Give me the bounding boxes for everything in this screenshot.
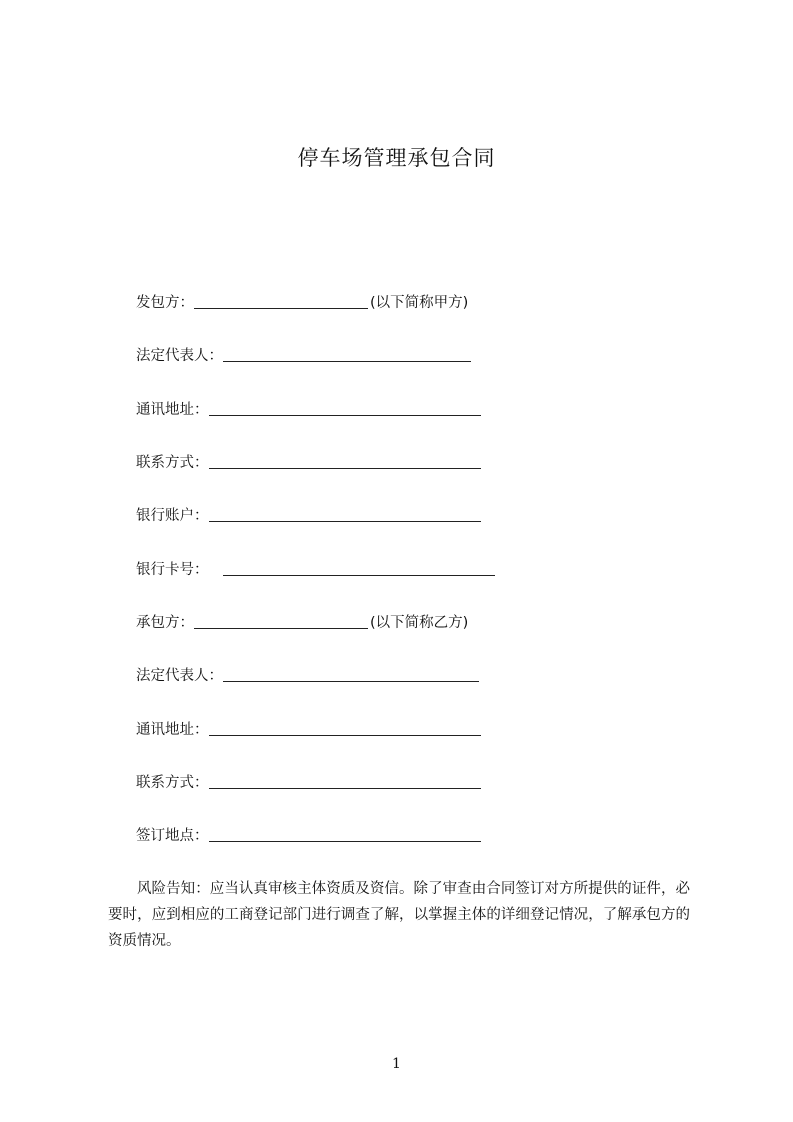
blank-line[interactable] xyxy=(209,825,481,842)
field-label: 法定代表人： xyxy=(136,348,223,364)
field-row-legal-rep-a xyxy=(136,345,471,365)
field-label: 通讯地址： xyxy=(136,402,209,418)
field-row-legal-rep-b xyxy=(136,665,479,685)
blank-line[interactable] xyxy=(194,292,368,309)
field-row-bank-account xyxy=(136,505,481,525)
blank-line[interactable] xyxy=(209,505,481,522)
field-row-address-a xyxy=(136,399,481,419)
blank-line[interactable] xyxy=(223,559,495,576)
field-suffix: (以下简称甲方) xyxy=(370,295,469,311)
field-label: 承包方： xyxy=(136,615,194,631)
blank-line[interactable] xyxy=(223,665,479,682)
blank-line[interactable] xyxy=(209,399,481,416)
field-label: 银行卡号： xyxy=(136,562,209,578)
field-suffix: (以下简称乙方) xyxy=(370,615,469,631)
blank-line[interactable] xyxy=(209,452,481,469)
risk-notice: 风险告知：应当认真审核主体资质及资信。除了审查由合同签订对方所提供的证件，必要时，应到相应的工商登记部门进行调查了解，以掌握主体的详细登记情况，了解承包方的资质情况。 xyxy=(108,881,690,949)
field-label: 联系方式： xyxy=(136,775,209,791)
blank-line[interactable] xyxy=(209,719,481,736)
page-title: 停车场管理承包合同 xyxy=(297,146,496,170)
field-row-contractor xyxy=(136,612,468,632)
page-number: 1 xyxy=(392,1056,401,1072)
blank-line[interactable] xyxy=(194,612,368,629)
blank-line[interactable] xyxy=(209,772,481,789)
field-label: 通讯地址： xyxy=(136,722,209,738)
field-row-contact-a xyxy=(136,452,481,472)
field-label: 联系方式： xyxy=(136,455,209,471)
field-row-employer xyxy=(136,292,468,312)
field-row-bank-card xyxy=(136,559,495,579)
field-row-signing-place xyxy=(136,825,481,845)
field-row-address-b xyxy=(136,719,481,739)
field-row-contact-b xyxy=(136,772,481,792)
field-label: 发包方： xyxy=(136,295,194,311)
field-label: 签订地点： xyxy=(136,828,209,844)
field-label: 银行账户： xyxy=(136,508,209,524)
blank-line[interactable] xyxy=(223,345,471,362)
field-label: 法定代表人： xyxy=(136,668,223,684)
